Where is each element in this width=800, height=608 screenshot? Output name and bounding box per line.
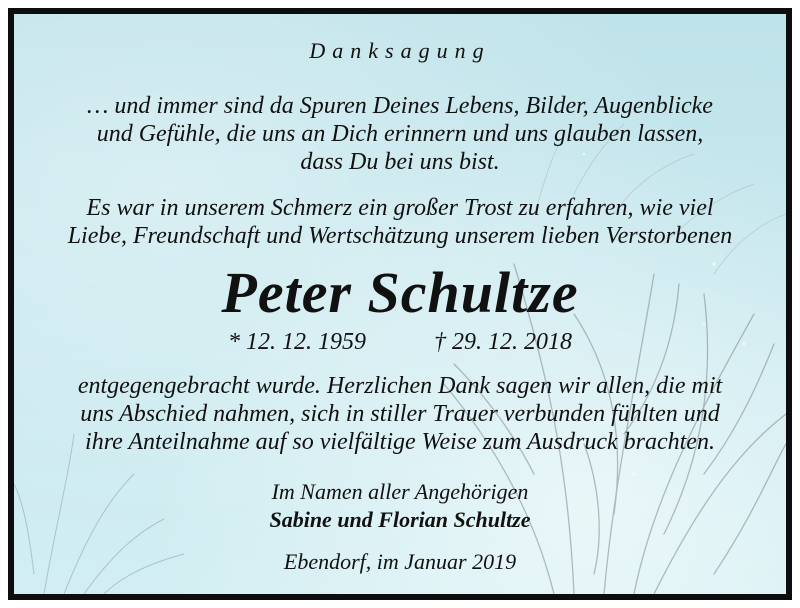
trost-line: Liebe, Freundschaft und Wertschätzung unserem lieben Verstorbenen (67, 223, 733, 249)
intro-line: … und immer sind da Spuren Deines Lebens, Bilder, Augenblicke (87, 93, 713, 119)
intro-paragraph (14, 92, 786, 176)
trost-line: Es war in unserem Schmerz ein großer Trost zu erfahren, wie viel (86, 195, 714, 221)
on-behalf-line: Im Namen aller Angehörigen (271, 479, 529, 504)
intro-line: und Gefühle, die uns an Dich erinnern und uns glauben lassen, (96, 121, 704, 147)
signers: Sabine und Florian Schultze (269, 507, 531, 532)
heading: Danksagung (309, 38, 491, 63)
place-date: Ebendorf, im Januar 2019 (283, 549, 517, 574)
death-date: † 29. 12. 2018 (434, 329, 572, 355)
thanks-paragraph (14, 372, 786, 456)
thanks-line: entgegengebracht wurde. Herzlichen Dank sagen wir allen, die mit (77, 373, 723, 399)
closing-block (14, 478, 786, 534)
thanks-line: uns Abschied nahmen, sich in stiller Trauer verbunden fühlten und (80, 401, 720, 427)
birth-date: * 12. 12. 1959 (228, 329, 366, 355)
thanks-line: ihre Anteilnahme auf so vielfältige Weise zum Ausdruck brachten. (85, 429, 715, 455)
trost-paragraph (14, 194, 786, 250)
life-dates (14, 328, 786, 356)
obituary-card (8, 8, 792, 600)
intro-line: dass Du bei uns bist. (300, 149, 500, 175)
deceased-name: Peter Schultze (221, 260, 579, 325)
